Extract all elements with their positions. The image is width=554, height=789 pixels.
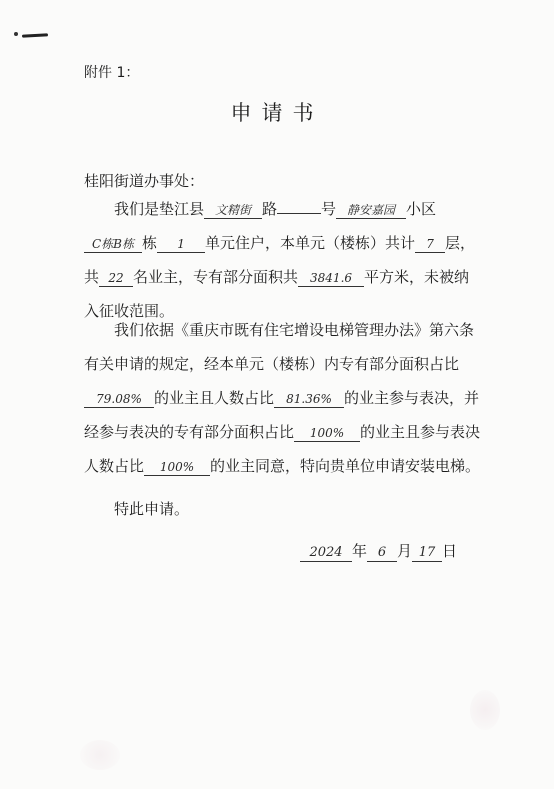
community-field: 静安嘉园 bbox=[336, 202, 406, 219]
text: 的业主同意，特向贵单位申请安装电梯。 bbox=[210, 457, 481, 475]
day-label: 日 bbox=[442, 542, 458, 560]
date-day: 17 bbox=[412, 545, 442, 562]
date-year: 2024 bbox=[300, 545, 352, 562]
text: 平方米，未被纳入征收范围。 bbox=[84, 268, 470, 320]
paper-stain bbox=[80, 740, 120, 770]
text: 的业主参与表决，并经参与表决的专有部分面积占比 bbox=[84, 389, 480, 441]
text: 共 bbox=[84, 268, 100, 286]
building-field: C栋B栋 bbox=[84, 236, 142, 253]
voted-area-field: 100% bbox=[294, 425, 360, 442]
paragraph-applicant-info bbox=[84, 192, 484, 328]
paper-stain bbox=[470, 690, 500, 730]
area-field: 3841.6 bbox=[298, 270, 364, 287]
ink-mark bbox=[22, 33, 48, 37]
text: 我们依据《重庆市既有住宅增设电梯管理办法》第六条有关申请的规定，经本单元（楼栋）内专有部分面积占比 bbox=[84, 321, 475, 373]
voted-people-field: 100% bbox=[144, 459, 210, 476]
area-ratio-field: 79.08% bbox=[84, 391, 154, 408]
text: 的业主且人数占比 bbox=[154, 389, 275, 407]
date-line bbox=[300, 540, 457, 562]
text: 小区 bbox=[406, 200, 437, 218]
addressee: 桂阳街道办事处： bbox=[84, 172, 205, 190]
text: 我们是垫江县 bbox=[114, 200, 205, 218]
text: 名业主，专有部分面积共 bbox=[133, 268, 299, 286]
road-field: 文精街 bbox=[204, 202, 262, 219]
year-label: 年 bbox=[352, 542, 368, 560]
date-month: 6 bbox=[367, 545, 397, 562]
floors-field: 7 bbox=[415, 236, 445, 253]
number-field bbox=[277, 213, 321, 214]
unit-field: 1 bbox=[157, 236, 205, 253]
text: 的业主且参与表决人数占比 bbox=[84, 423, 481, 475]
text: 栋 bbox=[142, 234, 158, 252]
page-title: 申请书 bbox=[230, 101, 324, 125]
text: 单元住户，本单元（楼栋）共计 bbox=[205, 234, 416, 252]
attachment-label: 附件 1： bbox=[84, 65, 140, 81]
people-ratio-field: 81.36% bbox=[274, 391, 344, 408]
text: 层， bbox=[445, 234, 476, 252]
ink-dot bbox=[14, 32, 18, 36]
month-label: 月 bbox=[397, 542, 413, 560]
text: 路 bbox=[262, 200, 278, 218]
text: 号 bbox=[321, 200, 337, 218]
closing-text: 特此申请。 bbox=[114, 500, 190, 518]
owners-field: 22 bbox=[99, 270, 133, 287]
paragraph-basis bbox=[84, 313, 484, 483]
